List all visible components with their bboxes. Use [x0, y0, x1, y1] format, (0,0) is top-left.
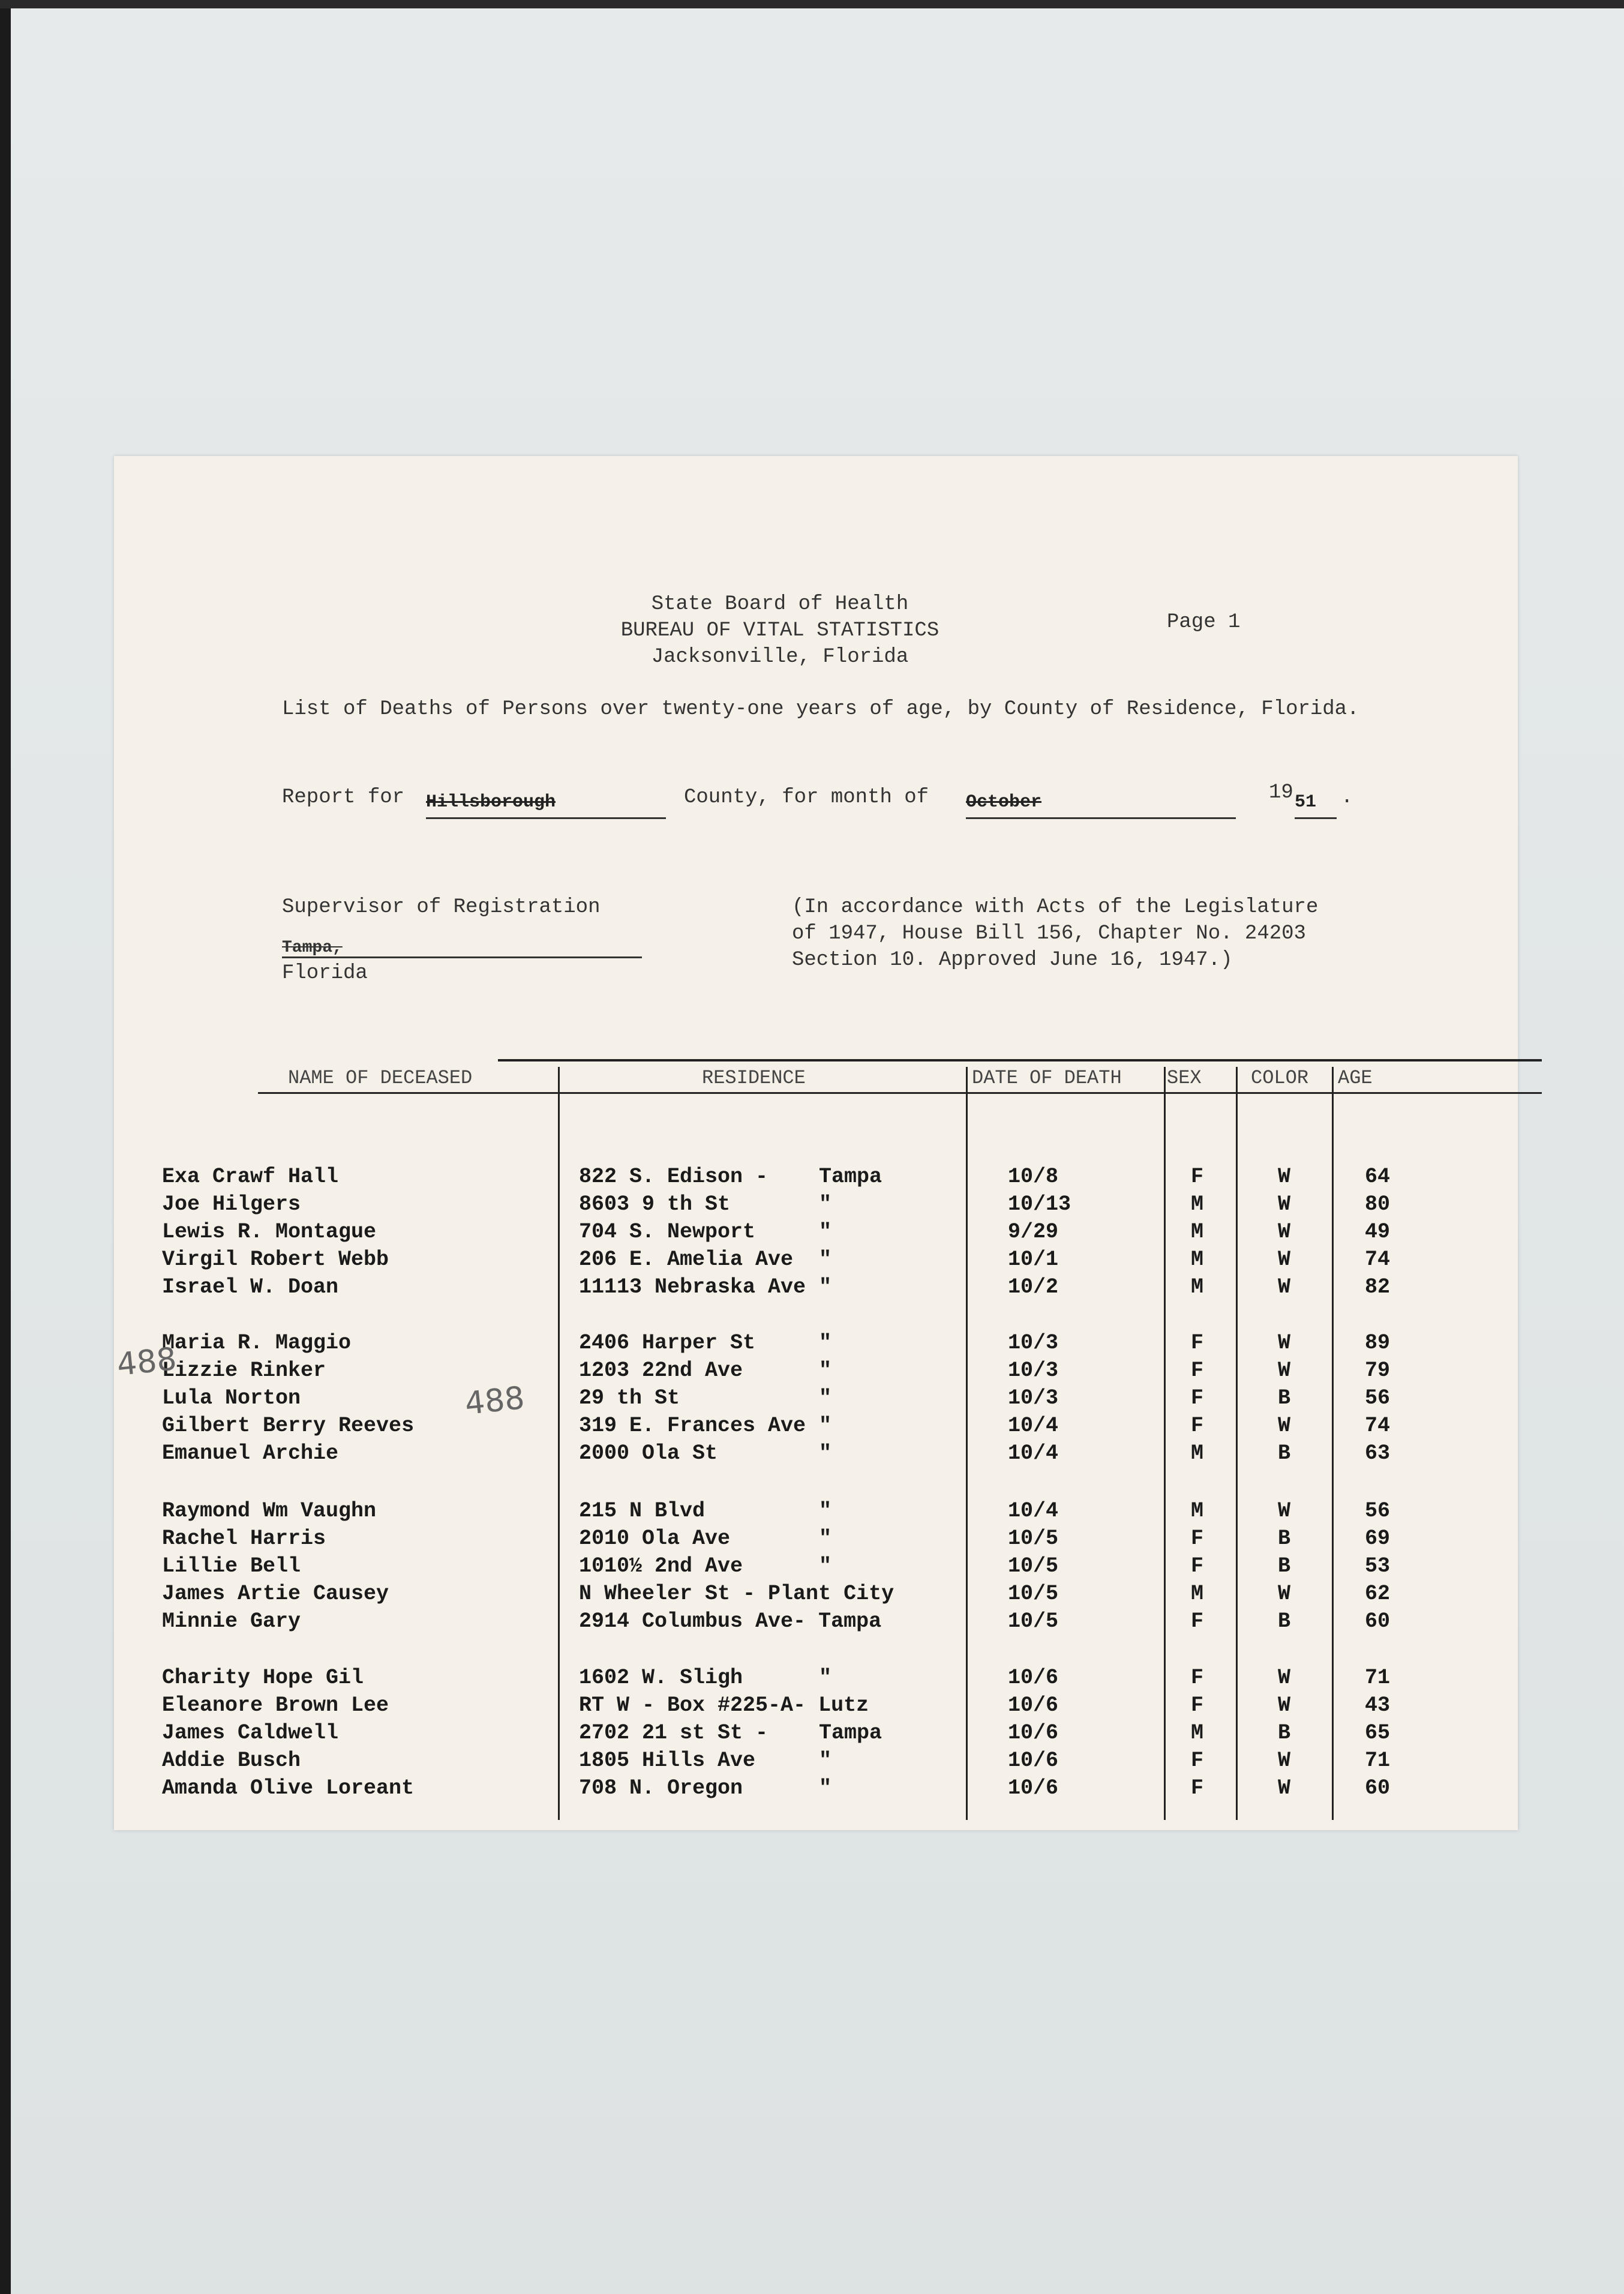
cell-age: 69 — [1365, 1527, 1391, 1551]
cell-name: Amanda Olive Loreant — [162, 1776, 415, 1800]
cell-residence-city: " — [819, 1554, 832, 1578]
cell-name: Eleanore Brown Lee — [162, 1693, 389, 1717]
column-header-color: COLOR — [1251, 1067, 1309, 1089]
cell-sex: M — [1191, 1721, 1204, 1745]
cell-sex: F — [1191, 1693, 1204, 1717]
cell-date: 10/1 — [1008, 1248, 1059, 1272]
cell-name: Addie Busch — [162, 1749, 301, 1773]
cell-residence: 2914 Columbus Ave- Tampa — [579, 1609, 882, 1633]
cell-color: B — [1278, 1609, 1291, 1633]
col-divider-sex — [1164, 1067, 1166, 1820]
cell-date: 10/6 — [1008, 1666, 1059, 1690]
cell-age: 63 — [1365, 1441, 1391, 1465]
cell-date: 10/3 — [1008, 1331, 1059, 1355]
cell-name: James Caldwell — [162, 1721, 339, 1745]
cell-color: W — [1278, 1165, 1291, 1189]
cell-residence: 1602 W. Sligh — [579, 1666, 743, 1690]
cell-age: 62 — [1365, 1582, 1391, 1606]
cell-name: Emanuel Archie — [162, 1441, 339, 1465]
cell-sex: F — [1191, 1165, 1204, 1189]
cell-date: 10/4 — [1008, 1441, 1059, 1465]
cell-color: W — [1278, 1749, 1291, 1773]
report-year-end: . — [1341, 786, 1353, 809]
cell-color: W — [1278, 1776, 1291, 1800]
cell-date: 10/5 — [1008, 1554, 1059, 1578]
cell-color: W — [1278, 1220, 1291, 1244]
cell-sex: M — [1191, 1220, 1204, 1244]
cell-sex: F — [1191, 1386, 1204, 1410]
cell-name: Lillie Bell — [162, 1554, 301, 1578]
scan-edge-left — [0, 0, 11, 2294]
bureau-name: BUREAU OF VITAL STATISTICS — [620, 619, 939, 642]
cell-date: 10/2 — [1008, 1275, 1059, 1299]
cell-sex: M — [1191, 1582, 1204, 1606]
cell-age: 82 — [1365, 1275, 1391, 1299]
cell-sex: M — [1191, 1275, 1204, 1299]
cell-residence: 8603 9 th St — [579, 1192, 731, 1216]
col-divider-residence — [558, 1067, 560, 1820]
cell-residence: 704 S. Newport — [579, 1220, 756, 1244]
cell-date: 10/5 — [1008, 1582, 1059, 1606]
agency-city: Jacksonville, Florida — [651, 646, 909, 668]
cell-color: W — [1278, 1359, 1291, 1383]
cell-age: 65 — [1365, 1721, 1391, 1745]
cell-age: 60 — [1365, 1609, 1391, 1633]
column-header-age: AGE — [1338, 1067, 1373, 1089]
cell-residence-city: " — [819, 1527, 832, 1551]
table-top-rule — [498, 1059, 1542, 1061]
column-header-name: NAME OF DECEASED — [288, 1067, 473, 1089]
cell-color: B — [1278, 1554, 1291, 1578]
header-bottom-rule — [258, 1092, 1542, 1094]
cell-age: 64 — [1365, 1165, 1391, 1189]
cell-color: W — [1278, 1331, 1291, 1355]
supervisor-state: Florida — [282, 962, 368, 985]
cell-residence-city: Tampa — [819, 1721, 882, 1745]
cell-sex: F — [1191, 1776, 1204, 1800]
cell-name: Lula Norton — [162, 1386, 301, 1410]
cell-sex: M — [1191, 1248, 1204, 1272]
cell-age: 74 — [1365, 1248, 1391, 1272]
cell-age: 56 — [1365, 1386, 1391, 1410]
cell-color: W — [1278, 1192, 1291, 1216]
cell-residence-city: " — [819, 1275, 832, 1299]
cell-name: Maria R. Maggio — [162, 1331, 352, 1355]
cell-sex: M — [1191, 1499, 1204, 1523]
cell-residence: 215 N Blvd — [579, 1499, 706, 1523]
cell-date: 10/13 — [1008, 1192, 1071, 1216]
cell-residence-city: " — [819, 1331, 832, 1355]
cell-color: W — [1278, 1275, 1291, 1299]
cell-residence: 11113 Nebraska Ave — [579, 1275, 806, 1299]
cell-color: W — [1278, 1414, 1291, 1438]
column-header-residence: RESIDENCE — [702, 1067, 806, 1089]
cell-residence-city: " — [819, 1414, 832, 1438]
page-number: Page 1 — [1167, 611, 1241, 634]
cell-residence: 206 E. Amelia Ave — [579, 1248, 794, 1272]
cell-age: 53 — [1365, 1554, 1391, 1578]
cell-residence: 2702 21 st St - — [579, 1721, 769, 1745]
report-year: 51 — [1295, 792, 1337, 819]
handwritten-note-right: 488 — [463, 1380, 527, 1423]
cell-residence: RT W - Box #225-A- Lutz — [579, 1693, 869, 1717]
cell-name: Joe Hilgers — [162, 1192, 301, 1216]
cell-residence-city: " — [819, 1192, 832, 1216]
cell-color: B — [1278, 1386, 1291, 1410]
cell-residence-city: " — [819, 1441, 832, 1465]
agency-name: State Board of Health — [651, 593, 909, 616]
cell-residence-city: " — [819, 1499, 832, 1523]
cell-residence-city: Tampa — [819, 1165, 882, 1189]
legislation-line-1: (In accordance with Acts of the Legislature — [792, 896, 1319, 919]
cell-residence: 2000 Ola St — [579, 1441, 718, 1465]
cell-name: Minnie Gary — [162, 1609, 301, 1633]
cell-date: 10/5 — [1008, 1527, 1059, 1551]
column-header-sex: SEX — [1167, 1067, 1202, 1089]
cell-residence: 708 N. Oregon — [579, 1776, 743, 1800]
cell-date: 10/3 — [1008, 1386, 1059, 1410]
cell-date: 10/6 — [1008, 1776, 1059, 1800]
cell-residence-city: " — [819, 1666, 832, 1690]
cell-name: Exa Crawf Hall — [162, 1165, 339, 1189]
cell-age: 74 — [1365, 1414, 1391, 1438]
cell-date: 10/6 — [1008, 1721, 1059, 1745]
cell-age: 49 — [1365, 1220, 1391, 1244]
cell-age: 56 — [1365, 1499, 1391, 1523]
cell-color: B — [1278, 1441, 1291, 1465]
col-divider-age — [1332, 1067, 1334, 1820]
cell-name: Rachel Harris — [162, 1527, 326, 1551]
cell-age: 60 — [1365, 1776, 1391, 1800]
cell-date: 10/6 — [1008, 1749, 1059, 1773]
cell-name: Lewis R. Montague — [162, 1220, 377, 1244]
cell-residence: 2010 Ola Ave — [579, 1527, 731, 1551]
cell-sex: F — [1191, 1414, 1204, 1438]
cell-date: 10/4 — [1008, 1414, 1059, 1438]
cell-color: W — [1278, 1693, 1291, 1717]
cell-sex: M — [1191, 1192, 1204, 1216]
list-title: List of Deaths of Persons over twenty-one years of age, by County of Residence, Florida. — [282, 698, 1359, 721]
cell-residence-city: " — [819, 1749, 832, 1773]
report-county-label: County, for month of — [684, 786, 929, 809]
supervisor-title: Supervisor of Registration — [282, 896, 601, 919]
cell-residence-city: " — [819, 1359, 832, 1383]
cell-date: 10/6 — [1008, 1693, 1059, 1717]
cell-date: 10/5 — [1008, 1609, 1059, 1633]
column-header-date: DATE OF DEATH — [972, 1067, 1122, 1089]
col-divider-color — [1236, 1067, 1238, 1820]
cell-name: Virgil Robert Webb — [162, 1248, 389, 1272]
report-year-prefix: 19 — [1269, 781, 1293, 804]
cell-color: B — [1278, 1721, 1291, 1745]
cell-residence: N Wheeler St - Plant City — [579, 1582, 894, 1606]
cell-residence: 1010½ 2nd Ave — [579, 1554, 743, 1578]
report-prefix: Report for — [282, 786, 405, 809]
cell-sex: M — [1191, 1441, 1204, 1465]
cell-name: Raymond Wm Vaughn — [162, 1499, 377, 1523]
cell-residence: 1805 Hills Ave — [579, 1749, 756, 1773]
cell-color: W — [1278, 1248, 1291, 1272]
cell-date: 10/3 — [1008, 1359, 1059, 1383]
cell-residence: 822 S. Edison - — [579, 1165, 769, 1189]
cell-color: W — [1278, 1582, 1291, 1606]
cell-residence-city: " — [819, 1386, 832, 1410]
handwritten-note-left: 488 — [115, 1341, 179, 1384]
legislation-line-2: of 1947, House Bill 156, Chapter No. 24203 — [792, 922, 1306, 945]
cell-age: 80 — [1365, 1192, 1391, 1216]
cell-sex: F — [1191, 1527, 1204, 1551]
scan-edge-top — [0, 0, 1624, 8]
cell-sex: F — [1191, 1554, 1204, 1578]
cell-sex: F — [1191, 1609, 1204, 1633]
cell-residence-city: " — [819, 1776, 832, 1800]
cell-residence-city: " — [819, 1220, 832, 1244]
cell-name: Lizzie Rinker — [162, 1359, 326, 1383]
col-divider-date — [966, 1067, 968, 1820]
cell-date: 10/4 — [1008, 1499, 1059, 1523]
cell-age: 71 — [1365, 1749, 1391, 1773]
cell-color: W — [1278, 1666, 1291, 1690]
cell-age: 89 — [1365, 1331, 1391, 1355]
cell-sex: F — [1191, 1666, 1204, 1690]
cell-name: James Artie Causey — [162, 1582, 389, 1606]
cell-age: 71 — [1365, 1666, 1391, 1690]
cell-residence: 319 E. Frances Ave — [579, 1414, 806, 1438]
cell-color: W — [1278, 1499, 1291, 1523]
cell-sex: F — [1191, 1359, 1204, 1383]
report-month: October — [966, 792, 1236, 819]
report-county: Hillsborough — [426, 792, 666, 819]
cell-color: B — [1278, 1527, 1291, 1551]
legislation-line-3: Section 10. Approved June 16, 1947.) — [792, 949, 1233, 971]
cell-residence: 1203 22nd Ave — [579, 1359, 743, 1383]
cell-age: 79 — [1365, 1359, 1391, 1383]
cell-residence: 2406 Harper St — [579, 1331, 756, 1355]
cell-age: 43 — [1365, 1693, 1391, 1717]
document-page — [114, 456, 1518, 1830]
supervisor-city: Tampa, — [282, 940, 642, 958]
cell-date: 10/8 — [1008, 1165, 1059, 1189]
cell-residence-city: " — [819, 1248, 832, 1272]
deaths-table — [114, 456, 1518, 1830]
cell-name: Gilbert Berry Reeves — [162, 1414, 415, 1438]
cell-residence: 29 th St — [579, 1386, 680, 1410]
cell-date: 9/29 — [1008, 1220, 1059, 1244]
cell-name: Charity Hope Gil — [162, 1666, 364, 1690]
cell-sex: F — [1191, 1749, 1204, 1773]
cell-name: Israel W. Doan — [162, 1275, 339, 1299]
cell-sex: F — [1191, 1331, 1204, 1355]
